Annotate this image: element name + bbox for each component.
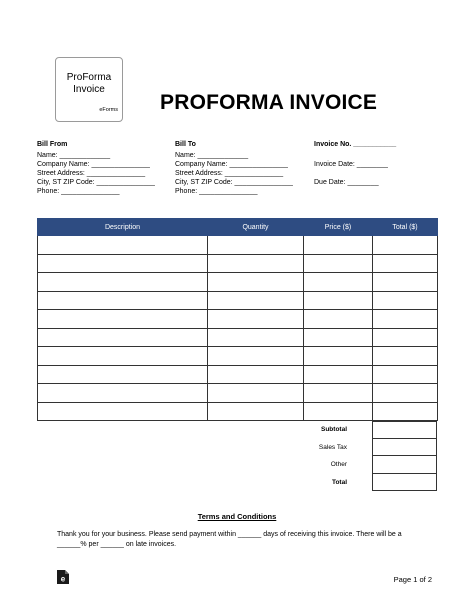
due-date-field[interactable]: Due Date: ________ xyxy=(314,179,379,186)
summary-section xyxy=(37,421,437,491)
price-cell[interactable] xyxy=(304,402,373,421)
total-cell[interactable] xyxy=(373,328,438,347)
bill-from-street[interactable]: Street Address: _______________ xyxy=(37,170,146,177)
table-row xyxy=(38,328,438,347)
terms-body: Thank you for your business. Please send payment within ______ days of receiving this invoice. There will be a ______% per ______ on late invoices. xyxy=(57,531,402,548)
eforms-logo-icon xyxy=(56,569,70,585)
description-cell[interactable] xyxy=(38,384,208,403)
table-row xyxy=(38,402,438,421)
logo-title-line1: ProForma xyxy=(66,72,112,83)
price-cell[interactable] xyxy=(304,328,373,347)
column-header-total: Total ($) xyxy=(373,219,438,236)
other-cell[interactable] xyxy=(372,456,437,474)
column-header-quantity: Quantity xyxy=(208,219,304,236)
price-cell[interactable] xyxy=(304,347,373,366)
summary-row-subtotal xyxy=(37,421,437,439)
price-cell[interactable] xyxy=(304,365,373,384)
invoice-date-field[interactable]: Invoice Date: ________ xyxy=(314,161,388,168)
quantity-cell[interactable] xyxy=(208,291,304,310)
quantity-cell[interactable] xyxy=(208,273,304,292)
description-cell[interactable] xyxy=(38,310,208,329)
price-cell[interactable] xyxy=(304,254,373,273)
table-row xyxy=(38,254,438,273)
bill-from-name[interactable]: Name: _____________ xyxy=(37,152,111,159)
bill-to-street[interactable]: Street Address: _______________ xyxy=(175,170,284,177)
bill-to-company[interactable]: Company Name: _______________ xyxy=(175,161,288,168)
total-cell[interactable] xyxy=(373,254,438,273)
bill-to-city[interactable]: City, ST ZIP Code: _______________ xyxy=(175,179,293,186)
bill-to-phone[interactable]: Phone: _______________ xyxy=(175,188,258,195)
terms-heading: Terms and Conditions xyxy=(197,512,277,521)
quantity-cell[interactable] xyxy=(208,365,304,384)
total-cell[interactable] xyxy=(373,384,438,403)
description-cell[interactable] xyxy=(38,291,208,310)
bill-to-heading: Bill To xyxy=(175,141,196,148)
logo-brand: eForms xyxy=(99,107,118,113)
table-row xyxy=(38,236,438,255)
total-cell[interactable] xyxy=(373,236,438,255)
price-cell[interactable] xyxy=(304,291,373,310)
invoice-number-field[interactable]: Invoice No. ___________ xyxy=(314,141,397,148)
total-cell[interactable] xyxy=(373,402,438,421)
bill-to-name[interactable]: Name: _____________ xyxy=(175,152,249,159)
quantity-cell[interactable] xyxy=(208,402,304,421)
page-number: Page 1 of 2 xyxy=(393,575,432,584)
table-row xyxy=(38,365,438,384)
bill-from-city[interactable]: City, ST ZIP Code: _______________ xyxy=(37,179,155,186)
description-cell[interactable] xyxy=(38,236,208,255)
column-header-price: Price ($) xyxy=(304,219,373,236)
logo-box xyxy=(55,57,123,122)
table-row xyxy=(38,347,438,366)
bill-from-company[interactable]: Company Name: _______________ xyxy=(37,161,150,168)
quantity-cell[interactable] xyxy=(208,254,304,273)
description-cell[interactable] xyxy=(38,347,208,366)
subtotal-label: Subtotal xyxy=(321,426,347,433)
quantity-cell[interactable] xyxy=(208,347,304,366)
summary-row-sales-tax xyxy=(37,439,437,457)
description-cell[interactable] xyxy=(38,273,208,292)
total-cell[interactable] xyxy=(373,310,438,329)
subtotal-cell[interactable] xyxy=(372,421,437,439)
sales-tax-cell[interactable] xyxy=(372,439,437,457)
description-cell[interactable] xyxy=(38,365,208,384)
total-cell[interactable] xyxy=(372,474,437,492)
bill-from-heading: Bill From xyxy=(37,141,68,148)
description-cell[interactable] xyxy=(38,402,208,421)
items-table xyxy=(37,218,438,421)
description-cell[interactable] xyxy=(38,328,208,347)
column-header-description: Description xyxy=(38,219,208,236)
svg-text:e: e xyxy=(60,574,66,584)
quantity-cell[interactable] xyxy=(208,310,304,329)
description-cell[interactable] xyxy=(38,254,208,273)
sales-tax-label: Sales Tax xyxy=(318,443,347,451)
price-cell[interactable] xyxy=(304,384,373,403)
logo-title-line2: Invoice xyxy=(73,84,105,95)
price-cell[interactable] xyxy=(304,310,373,329)
total-cell[interactable] xyxy=(373,347,438,366)
summary-row-other xyxy=(37,456,437,474)
table-row xyxy=(38,291,438,310)
summary-row-total xyxy=(37,474,437,492)
total-cell[interactable] xyxy=(373,365,438,384)
total-cell[interactable] xyxy=(373,291,438,310)
table-row xyxy=(38,273,438,292)
document-title: PROFORMA INVOICE xyxy=(160,91,378,114)
quantity-cell[interactable] xyxy=(208,384,304,403)
total-cell[interactable] xyxy=(373,273,438,292)
table-header-row xyxy=(38,219,438,236)
total-label: Total xyxy=(331,478,347,486)
price-cell[interactable] xyxy=(304,236,373,255)
quantity-cell[interactable] xyxy=(208,328,304,347)
table-row xyxy=(38,310,438,329)
other-label: Other xyxy=(330,461,347,468)
table-row xyxy=(38,384,438,403)
quantity-cell[interactable] xyxy=(208,236,304,255)
price-cell[interactable] xyxy=(304,273,373,292)
bill-from-phone[interactable]: Phone: _______________ xyxy=(37,188,120,195)
